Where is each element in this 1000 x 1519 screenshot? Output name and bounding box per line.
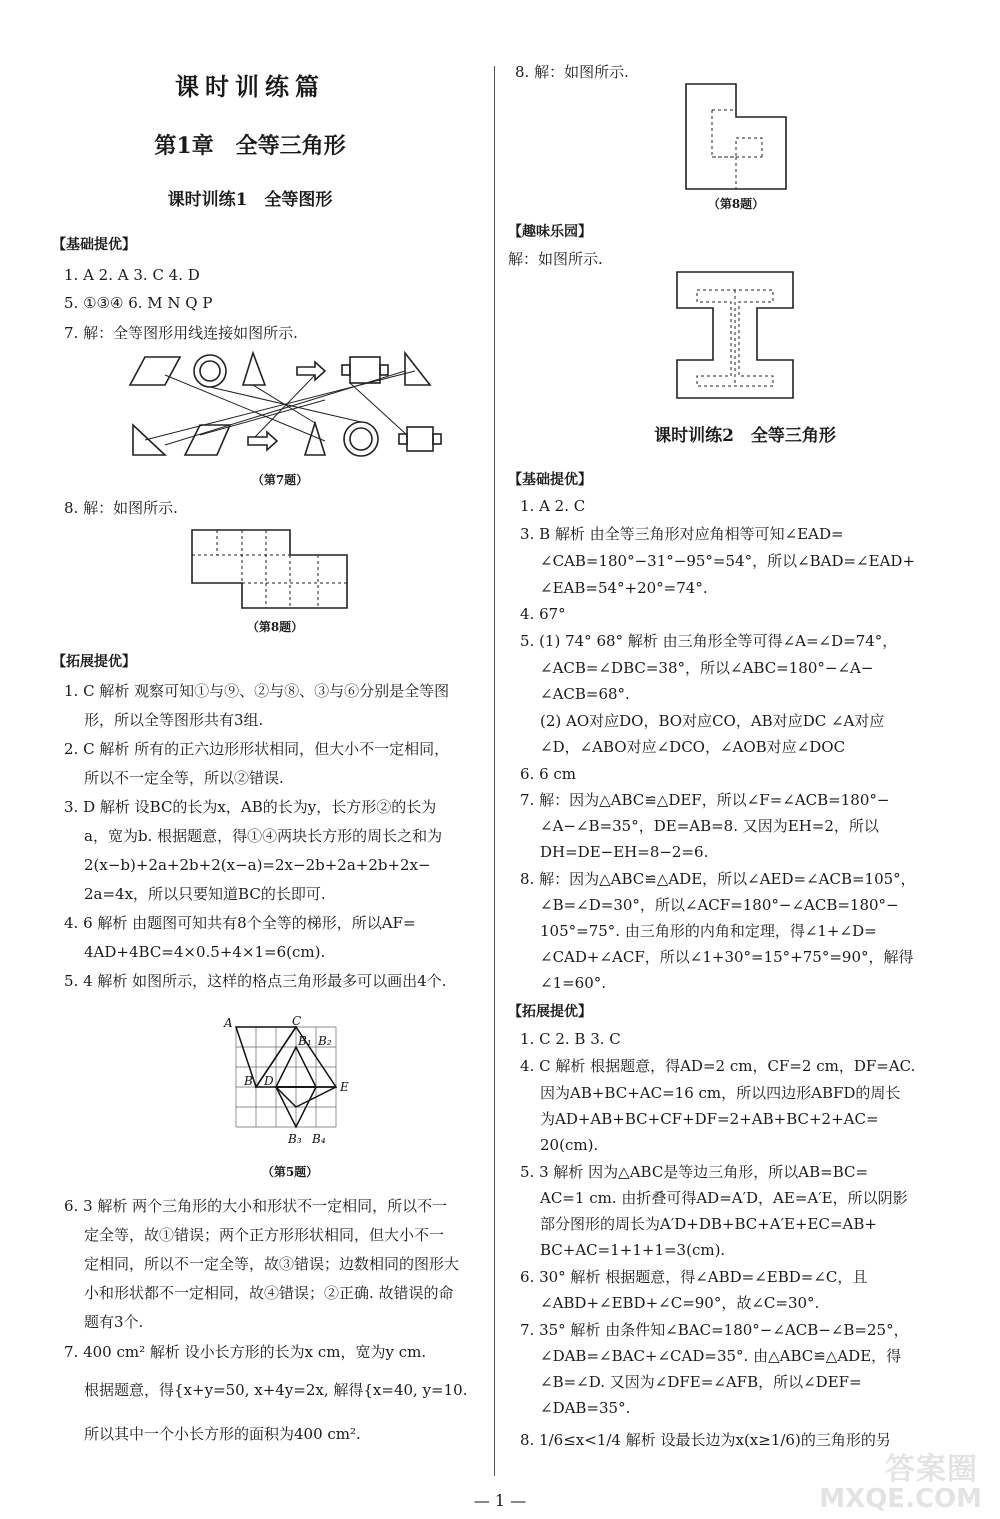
basic-header: 【基础提优】 [508,472,592,488]
watermark-url: MXQE.COM [819,1484,982,1514]
answer-line: 6. 6 cm [520,765,577,783]
answer-line: ∠1=60°. [540,974,607,992]
answer-line: 6. 3 解析 两个三角形的大小和形状不一定相同，所以不一 [64,1197,448,1215]
label-B3: B₃ [288,1132,302,1146]
answer-line: 4. C 解析 根据题意，得AD=2 cm，CF=2 cm，DF=AC. [520,1057,916,1075]
figure-7-caption: （第7题） [251,473,309,487]
answer-line: DH=DE−EH=8−2=6. [540,843,709,861]
answer-line: 题有3个. [84,1313,144,1331]
answer-line: ∠CAB=180°−31°−95°=54°，所以∠BAD=∠EAD+ [540,552,916,570]
answer-line: 4. 67° [520,605,566,623]
answer-line: 2. C 解析 所有的正六边形形状相同，但大小不一定相同， [64,740,450,758]
figure-7 [125,345,445,465]
answer-line: 7. 解：全等图形用线连接如图所示. [64,324,298,342]
label-C: C [292,1014,302,1028]
lesson-title: 课时训练2 全等三角形 [654,426,836,446]
answer-line: 所以不一定全等，所以②错误. [84,769,284,787]
answer-line: 7. 35° 解析 由条件知∠BAC=180°−∠ACB−∠B=25°， [520,1321,909,1339]
answer-line: ∠ACB=∠DBC=38°，所以∠ABC=180°−∠A− [540,659,874,677]
answer-line: 8. 解：如图所示. [64,499,178,517]
answer-line: 105°=75°. 由三角形的内角和定理，得∠1+∠D= [540,922,877,940]
ext-header: 【拓展提优】 [508,1004,592,1020]
answer-line: ∠A−∠B=35°，DE=AB=8. 又因为EH=2，所以 [540,817,879,835]
answer-line: ∠ABD+∠EBD+∠C=90°，故∠C=30°. [540,1294,820,1312]
figure-8-caption: （第8题） [246,620,304,634]
answer-line: 4AD+4BC=4×0.5+4×1=6(cm). [84,943,326,961]
answer-line: 形，所以全等图形共有3组. [84,711,264,729]
answer-line: 2(x−b)+2a+2b+2(x−a)=2x−2b+2a+2b+2x− [84,856,431,874]
answer-line: 1. A 2. C [520,497,586,515]
page-number: — 1 — [473,1491,527,1510]
answer-line: 7. 解：因为△ABC≌△DEF，所以∠F=∠ACB=180°− [520,791,890,809]
answer-line: 6. 30° 解析 根据题意，得∠ABD=∠EBD=∠C，且 [520,1268,868,1286]
figure-8-left [190,528,350,610]
answer-line: 1. C 解析 观察可知①与⑨、②与⑧、③与⑥分别是全等图 [64,682,450,700]
answer-line: ∠CAD+∠ACF，所以∠1+30°=15°+75°=90°，解得 [540,948,914,966]
answer-line: 1. A 2. A 3. C 4. D [64,266,200,284]
column-divider [494,66,495,1476]
answer-line: ∠B=∠D. 又因为∠DFE=∠AFB，所以∠DEF= [540,1373,862,1391]
label-E: E [340,1080,349,1094]
answer-line: (2) AO对应DO，BO对应CO，AB对应DC ∠A对应 [540,712,885,730]
chapter-title: 第1章 全等三角形 [154,133,346,159]
answer-line: 为AD+AB+BC+CF+DF=2+AB+BC+2+AC= [540,1110,879,1128]
answer-line: 8. 解：因为△ABC≌△ADE，所以∠AED=∠ACB=105°， [520,870,916,888]
fun-header: 【趣味乐园】 [508,224,592,240]
answer-line: 小和形状都不一定相同，故④错误；②正确. 故错误的命 [84,1284,454,1302]
answer-line: 8. 解：如图所示. [515,63,629,81]
basic-header: 【基础提优】 [52,237,136,253]
answer-line: ∠B=∠D=30°，所以∠ACF=180°−∠ACB=180°− [540,896,899,914]
label-B4: B₄ [312,1132,326,1146]
figure-8-right [684,82,788,192]
answer-line: 定全等，故①错误；两个正方形形状相同，但大小不一 [84,1226,445,1244]
answer-line: 5. ①③④ 6. M N Q P [64,294,213,312]
label-B1: B₁ [298,1034,312,1048]
answer-line: 5. 4 解析 如图所示，这样的格点三角形最多可以画出4个. [64,972,447,990]
answer-line: ∠ACB=68°. [540,685,630,703]
answer-line: 部分图形的周长为A′D+DB+BC+A′E+EC=AB+ [540,1215,877,1233]
label-D: D [264,1074,274,1088]
answer-line: ∠D，∠ABO对应∠DCO，∠AOB对应∠DOC [540,738,846,756]
figure-5-caption: （第5题） [261,1165,319,1179]
answer-line: 7. 400 cm² 解析 设小长方形的长为x cm，宽为y cm. [64,1343,427,1361]
answer-line: 因为AB+BC+AC=16 cm，所以四边形ABFD的周长 [540,1084,901,1102]
answer-line: ∠DAB=∠BAC+∠CAD=35°. 由△ABC≌△ADE，得 [540,1347,902,1365]
ext-header: 【拓展提优】 [52,654,136,670]
lesson-title: 课时训练1 全等图形 [167,190,333,210]
answer-line: 4. 6 解析 由题图可知共有8个全等的梯形，所以AF= [64,914,416,932]
part-title: 课时训练篇 [175,72,325,101]
answer-line: 8. 1/6≤x<1/4 解析 设最长边为x(x≥1/6)的三角形的另 [520,1431,891,1449]
figure-5 [222,1013,362,1153]
answer-line: ∠EAB=54°+20°=74°. [540,579,708,597]
answer-line: BC+AC=1+1+1=3(cm). [540,1241,726,1259]
answer-line: 所以其中一个小长方形的面积为400 cm². [84,1425,361,1443]
answer-line: a，宽为b. 根据题意，得①④两块长方形的周长之和为 [84,827,443,845]
label-A: A [224,1016,233,1030]
answer-line: 3. D 解析 设BC的长为x，AB的长为y，长方形②的长为 [64,798,437,816]
answer-line: 根据题意，得{x+y=50, x+4y=2x, 解得{x=40, y=10. [84,1381,468,1399]
figure-fun [675,270,795,402]
figure-8-caption: （第8题） [707,197,765,211]
answer-line: 1. C 2. B 3. C [520,1030,621,1048]
answer-line: 3. B 解析 由全等三角形对应角相等可知∠EAD= [520,525,844,543]
answer-line: 2a=4x，所以只要知道BC的长即可. [84,885,326,903]
answer-line: ∠DAB=35°. [540,1399,631,1417]
answer-line: 解：如图所示. [508,250,603,268]
watermark-logo: 答案圈 [885,1452,978,1487]
answer-line: 20(cm). [540,1136,599,1154]
answer-line: AC=1 cm. 由折叠可得AD=A′D，AE=A′E，所以阴影 [540,1189,908,1207]
label-B2: B₂ [318,1034,332,1048]
answer-line: 定相同，所以不一定全等，故③错误；边数相同的图形大 [84,1255,460,1273]
answer-line: 5. 3 解析 因为△ABC是等边三角形，所以AB=BC= [520,1163,869,1181]
answer-line: 5. (1) 74° 68° 解析 由三角形全等可得∠A=∠D=74°， [520,632,898,650]
label-B: B [244,1074,253,1088]
